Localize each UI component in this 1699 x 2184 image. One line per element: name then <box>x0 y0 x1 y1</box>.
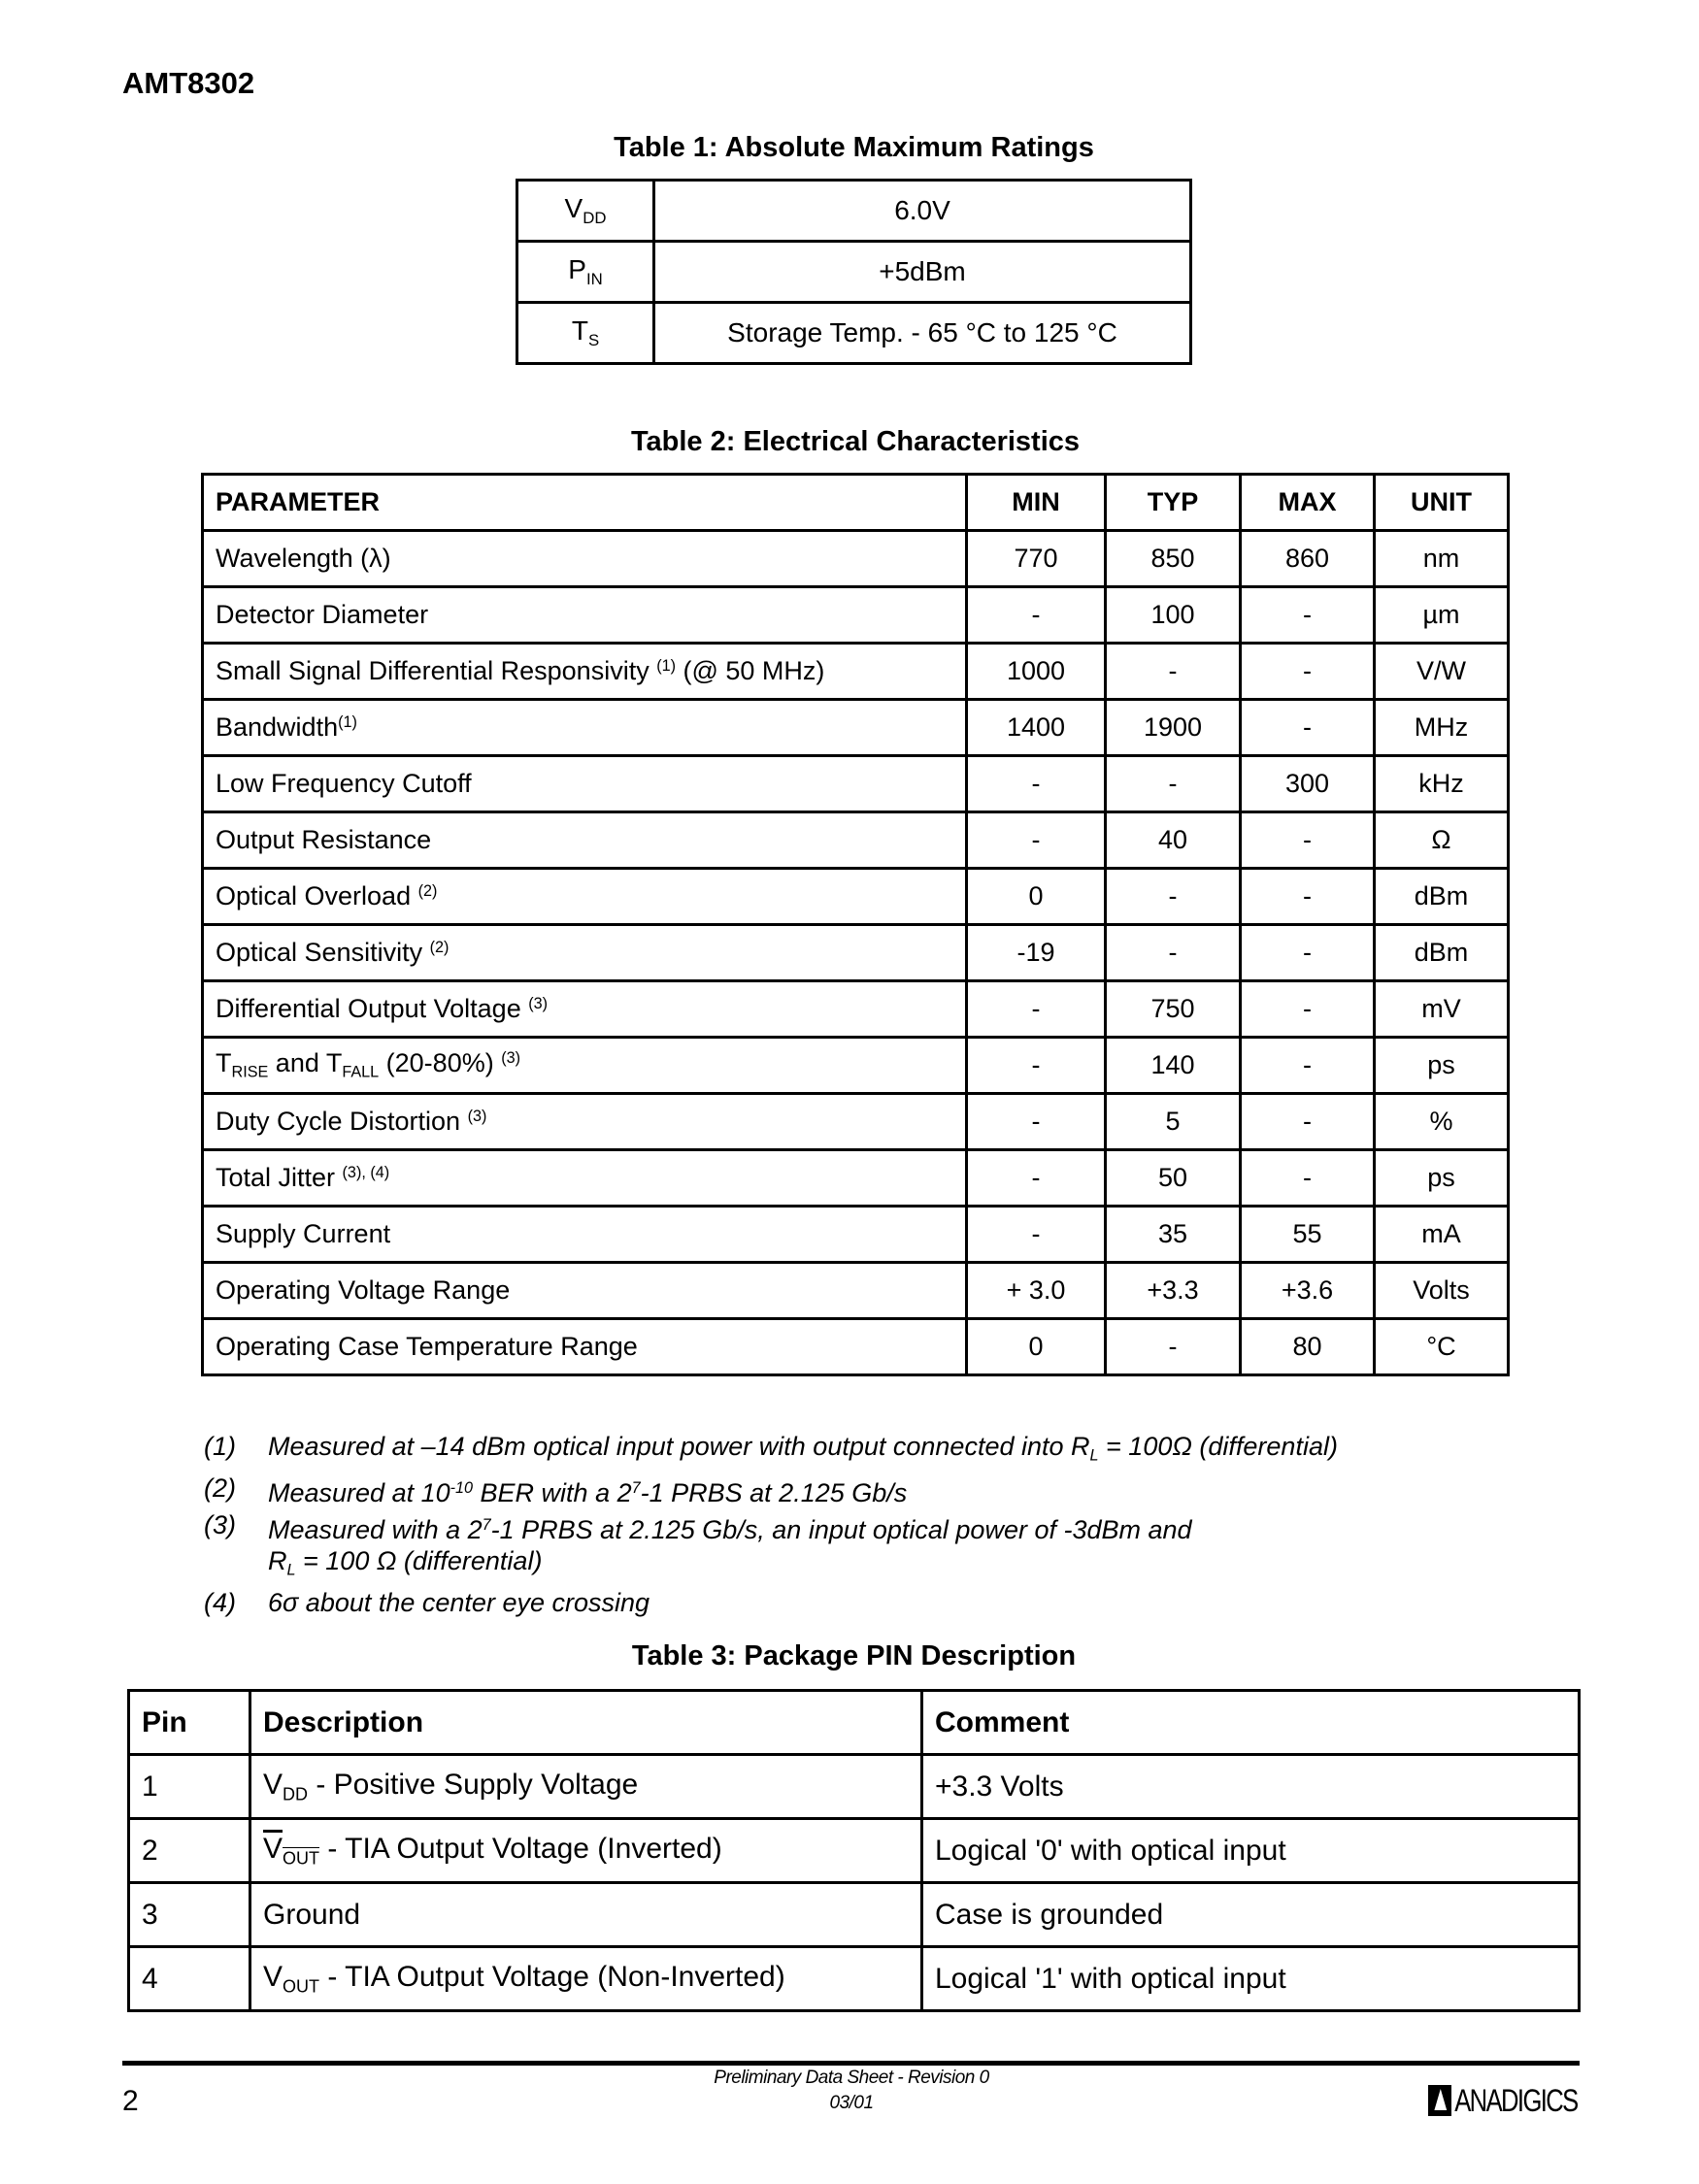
text-segment: 7 <box>482 1515 491 1534</box>
parameter-cell <box>203 1207 967 1263</box>
text-segment: - Positive Supply Voltage <box>308 1768 639 1801</box>
text-segment: Supply Current <box>216 1219 391 1248</box>
value-cell: 1000 <box>967 644 1106 700</box>
pin-cell: 3 <box>129 1883 250 1947</box>
text-segment: P <box>568 254 586 285</box>
table2-title: Table 2: Electrical Characteristics <box>630 426 1081 457</box>
parameter-cell <box>203 1038 967 1094</box>
parameter-cell <box>203 1319 967 1375</box>
text-segment: Measured with a 2 <box>268 1514 483 1544</box>
table-row <box>203 644 1509 700</box>
value-cell: V/W <box>1375 644 1509 700</box>
value-cell: 55 <box>1241 1207 1375 1263</box>
table-row <box>203 1207 1509 1263</box>
table-header-row <box>203 475 1509 531</box>
value-cell: 0 <box>967 1319 1106 1375</box>
value-cell: 140 <box>1106 1038 1241 1094</box>
value-cell: nm <box>1375 531 1509 587</box>
text-segment: Wavelength (λ) <box>216 544 391 573</box>
text-segment: -1 PRBS at 2.125 Gb/s <box>640 1477 908 1507</box>
text-segment: Low Frequency Cutoff <box>216 769 472 798</box>
text-segment: -10 <box>450 1478 474 1497</box>
text-segment: = 100 Ω (differential) <box>295 1546 543 1576</box>
value-cell: +3.6 <box>1241 1263 1375 1319</box>
value-cell: - <box>967 587 1106 644</box>
text-segment: (3), (4) <box>342 1164 390 1182</box>
value-cell: - <box>1241 1094 1375 1150</box>
value-cell: - <box>1106 644 1241 700</box>
text-segment: R <box>268 1546 287 1576</box>
description-cell <box>250 1819 922 1883</box>
parameter-cell <box>203 644 967 700</box>
comment-cell: +3.3 Volts <box>922 1755 1580 1819</box>
footer-revision: Preliminary Data Sheet - Revision 0 <box>714 2068 989 2088</box>
page-number: 2 <box>122 2085 139 2117</box>
text-segment: Operating Case Temperature Range <box>216 1332 638 1361</box>
table-row <box>129 1947 1580 2011</box>
column-header: PARAMETER <box>203 475 967 531</box>
logo-text: ANADIGICS <box>1454 2082 1578 2118</box>
parameter-cell <box>203 869 967 925</box>
footnote-number <box>204 1545 268 1587</box>
value-cell: Storage Temp. - 65 °C to 125 °C <box>654 303 1191 364</box>
value-cell: 0 <box>967 869 1106 925</box>
value-cell: - <box>1241 812 1375 869</box>
table-row <box>517 242 1191 303</box>
electrical-characteristics-table <box>201 473 1510 1376</box>
text-segment: (20-80%) <box>379 1048 502 1078</box>
footnote <box>204 1587 1338 1619</box>
footer-date: 03/01 <box>829 2093 874 2113</box>
table-row <box>203 869 1509 925</box>
text-segment: (@ 50 MHz) <box>676 656 825 685</box>
text-segment: (2) <box>429 939 450 957</box>
value-cell: 6.0V <box>654 181 1191 242</box>
value-cell: 5 <box>1106 1094 1241 1150</box>
text-segment: (3) <box>528 995 549 1013</box>
value-cell: 35 <box>1106 1207 1241 1263</box>
text-segment: S <box>587 330 600 349</box>
text-segment: (3) <box>467 1108 487 1126</box>
parameter-cell <box>203 700 967 756</box>
text-segment: FALL <box>342 1063 380 1081</box>
footer-text <box>560 2066 1143 2116</box>
value-cell: µm <box>1375 587 1509 644</box>
text-segment: IN <box>585 269 603 288</box>
value-cell: MHz <box>1375 700 1509 756</box>
pin-cell: 2 <box>129 1819 250 1883</box>
value-cell: % <box>1375 1094 1509 1150</box>
parameter-cell <box>203 925 967 981</box>
footnotes <box>204 1431 1338 1619</box>
value-cell: Ω <box>1375 812 1509 869</box>
pin-cell: 1 <box>129 1755 250 1819</box>
column-header: Comment <box>922 1691 1580 1755</box>
value-cell: - <box>967 812 1106 869</box>
text-segment: - TIA Output Voltage (Inverted) <box>319 1832 722 1865</box>
document-title: AMT8302 <box>122 66 255 100</box>
value-cell: 1900 <box>1106 700 1241 756</box>
value-cell: kHz <box>1375 756 1509 812</box>
footnote-number: (3) <box>204 1509 236 1539</box>
table1-title: Table 1: Absolute Maximum Ratings <box>614 132 1094 163</box>
text-segment: (3) <box>501 1049 521 1068</box>
footnote-text <box>268 1545 542 1587</box>
value-cell: - <box>1241 700 1375 756</box>
value-cell: - <box>1241 869 1375 925</box>
footnote-text <box>268 1431 1338 1473</box>
anadigics-logo <box>1428 2083 1578 2118</box>
column-header: MIN <box>967 475 1106 531</box>
table-row <box>517 181 1191 242</box>
table-row <box>203 812 1509 869</box>
text-segment: Optical Sensitivity <box>216 938 430 967</box>
value-cell: 300 <box>1241 756 1375 812</box>
value-cell: 100 <box>1106 587 1241 644</box>
footnote-text <box>268 1509 1192 1546</box>
value-cell: - <box>1106 925 1241 981</box>
text-segment: Optical Overload <box>216 881 418 910</box>
value-cell: +3.3 <box>1106 1263 1241 1319</box>
table-row <box>203 1094 1509 1150</box>
footnote <box>204 1509 1338 1546</box>
description-cell <box>250 1755 922 1819</box>
table-row <box>517 303 1191 364</box>
table-row <box>203 1150 1509 1207</box>
value-cell: 770 <box>967 531 1106 587</box>
value-cell: °C <box>1375 1319 1509 1375</box>
value-cell: 850 <box>1106 531 1241 587</box>
symbol-cell <box>517 303 654 364</box>
table-row <box>203 756 1509 812</box>
text-segment: L <box>286 1562 296 1580</box>
text-segment: Measured at 10 <box>268 1477 450 1507</box>
column-header: UNIT <box>1375 475 1509 531</box>
symbol-cell <box>517 181 654 242</box>
footnote-number: (1) <box>204 1432 236 1461</box>
value-cell: -19 <box>967 925 1106 981</box>
table-row <box>203 925 1509 981</box>
text-segment: Total Jitter <box>216 1163 343 1192</box>
table3-title: Table 3: Package PIN Description <box>631 1640 1077 1671</box>
value-cell: - <box>1106 1319 1241 1375</box>
footnote <box>204 1473 1338 1509</box>
value-cell: 750 <box>1106 981 1241 1038</box>
parameter-cell <box>203 531 967 587</box>
column-header: Description <box>250 1691 922 1755</box>
value-cell: - <box>967 1094 1106 1150</box>
text-segment: -1 PRBS at 2.125 Gb/s, an input optical power of -3dBm and <box>490 1514 1192 1544</box>
table-row <box>129 1755 1580 1819</box>
column-header: MAX <box>1241 475 1375 531</box>
table-row <box>129 1819 1580 1883</box>
value-cell: - <box>967 1150 1106 1207</box>
table-row <box>203 1319 1509 1375</box>
parameter-cell <box>203 587 967 644</box>
text-segment: L <box>1089 1446 1099 1465</box>
value-cell: dBm <box>1375 925 1509 981</box>
pin-description-table <box>127 1689 1581 2012</box>
text-segment: T <box>571 315 588 347</box>
table-row <box>203 1038 1509 1094</box>
text-segment: OUT <box>283 1976 320 1997</box>
value-cell: + 3.0 <box>967 1263 1106 1319</box>
text-segment: T <box>216 1048 232 1078</box>
text-segment: 6σ about the center eye crossing <box>268 1588 650 1618</box>
value-cell: 40 <box>1106 812 1241 869</box>
text-segment: (1) <box>338 713 357 732</box>
value-cell: - <box>1106 869 1241 925</box>
footnote-number: (2) <box>204 1473 236 1503</box>
footnote <box>204 1431 1338 1473</box>
text-segment: Output Resistance <box>216 825 432 854</box>
description-cell <box>250 1883 922 1947</box>
value-cell: 50 <box>1106 1150 1241 1207</box>
parameter-cell <box>203 1150 967 1207</box>
logo-mark-icon <box>1428 2085 1451 2116</box>
text-segment: Differential Output Voltage <box>216 994 529 1023</box>
text-segment: Measured at –14 dBm optical input power with output connected into R <box>268 1432 1090 1461</box>
value-cell: - <box>1241 587 1375 644</box>
value-cell: - <box>967 1038 1106 1094</box>
text-segment: Ground <box>263 1898 361 1931</box>
table-row <box>203 700 1509 756</box>
value-cell: +5dBm <box>654 242 1191 303</box>
column-header: TYP <box>1106 475 1241 531</box>
text-segment: V <box>564 193 583 224</box>
column-header: Pin <box>129 1691 250 1755</box>
footnote-text <box>268 1587 650 1619</box>
table-row <box>203 1263 1509 1319</box>
table-row <box>203 531 1509 587</box>
text-segment: - TIA Output Voltage (Non-Inverted) <box>319 1960 785 1993</box>
symbol-cell <box>517 242 654 303</box>
absolute-max-ratings-table <box>516 179 1192 365</box>
value-cell: ps <box>1375 1038 1509 1094</box>
value-cell: - <box>1241 644 1375 700</box>
value-cell: - <box>1241 981 1375 1038</box>
footnote <box>204 1545 1338 1587</box>
text-segment: Bandwidth <box>216 712 339 742</box>
value-cell: 1400 <box>967 700 1106 756</box>
text-segment: DD <box>583 208 607 227</box>
value-cell: - <box>1106 756 1241 812</box>
footnote-text <box>268 1473 907 1509</box>
text-segment: and T <box>268 1048 343 1078</box>
text-segment: = 100Ω (differential) <box>1098 1432 1338 1461</box>
table-row <box>203 587 1509 644</box>
value-cell: - <box>967 1207 1106 1263</box>
comment-cell: Case is grounded <box>922 1883 1580 1947</box>
comment-cell: Logical '1' with optical input <box>922 1947 1580 2011</box>
footnote-number: (4) <box>204 1588 236 1618</box>
value-cell: dBm <box>1375 869 1509 925</box>
value-cell: - <box>1241 1150 1375 1207</box>
text-segment: 7 <box>631 1478 641 1497</box>
text-segment: Operating Voltage Range <box>216 1275 511 1305</box>
parameter-cell <box>203 1263 967 1319</box>
text-segment: Detector Diameter <box>216 600 429 629</box>
text-segment: BER with a 2 <box>473 1477 632 1507</box>
value-cell: Volts <box>1375 1263 1509 1319</box>
text-segment: (1) <box>656 657 676 676</box>
table-header-row <box>129 1691 1580 1755</box>
pin-cell: 4 <box>129 1947 250 2011</box>
table-row <box>129 1883 1580 1947</box>
parameter-cell <box>203 756 967 812</box>
value-cell: mA <box>1375 1207 1509 1263</box>
text-segment: DD <box>283 1784 309 1804</box>
parameter-cell <box>203 1094 967 1150</box>
text-segment: RISE <box>231 1063 269 1081</box>
text-segment: (2) <box>417 882 438 901</box>
value-cell: - <box>967 981 1106 1038</box>
parameter-cell <box>203 981 967 1038</box>
parameter-cell <box>203 812 967 869</box>
value-cell: 860 <box>1241 531 1375 587</box>
text-segment: V <box>263 1768 283 1801</box>
value-cell: - <box>967 756 1106 812</box>
text-segment: V <box>263 1960 283 1993</box>
value-cell: 80 <box>1241 1319 1375 1375</box>
text-segment: OUT <box>283 1848 320 1869</box>
value-cell: - <box>1241 1038 1375 1094</box>
text-segment: $\overline{V}$ <box>263 1832 283 1865</box>
value-cell: - <box>1241 925 1375 981</box>
table-row <box>203 981 1509 1038</box>
text-segment: Duty Cycle Distortion <box>216 1107 468 1136</box>
text-segment: Small Signal Differential Responsivity <box>216 656 657 685</box>
value-cell: ps <box>1375 1150 1509 1207</box>
comment-cell: Logical '0' with optical input <box>922 1819 1580 1883</box>
value-cell: mV <box>1375 981 1509 1038</box>
description-cell <box>250 1947 922 2011</box>
